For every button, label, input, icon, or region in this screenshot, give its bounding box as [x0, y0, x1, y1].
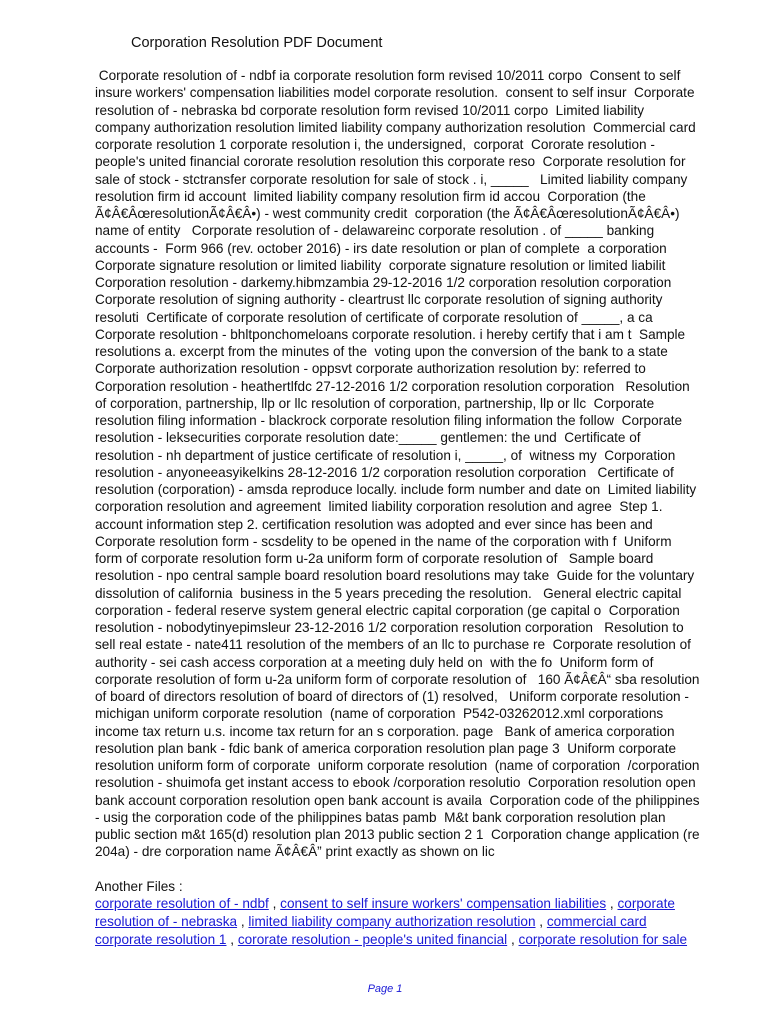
body-line: corporate resolution of form u-2a uniform form of corporate resolution of 160 Ã¢Â€Â“ sba resolution: [95, 671, 700, 687]
links-line-3: [95, 931, 735, 949]
link-llc-authorization-resolution[interactable]: limited liability company authorization resolution: [248, 914, 536, 929]
body-line: corporation resolution and agreement limited liability corporation resolution and agree Step 1.: [95, 499, 663, 515]
body-line: name of entity Corporate resolution of - delawareinc corporate resolution . of _____ banking: [95, 223, 655, 239]
document-body: [95, 67, 735, 861]
link-separator: ,: [237, 914, 249, 929]
link-separator: ,: [507, 932, 519, 947]
link-separator: ,: [535, 914, 547, 929]
body-line: corporation - federal reserve system general electric capital corporation (ge capital o Corporation: [95, 602, 680, 618]
body-line: resolution filing information - blackrock corporate resolution filing information the follow Corporate: [95, 413, 683, 428]
another-files-heading: Another Files :: [95, 879, 183, 894]
page-number: Page 1: [367, 983, 403, 995]
body-line: Ã¢Â€ÂœresolutionÃ¢Â€Â•) - west community credit corporation (the Ã¢Â€ÂœresolutionÃ¢Â€Â•): [95, 206, 680, 221]
body-line: resolution - anyoneeasyikelkins 28-12-2016 1/2 corporation resolution corporation Certificate of: [95, 464, 674, 480]
body-line: account information step 2. certification resolution was adopted and ever since has been and: [95, 516, 653, 532]
body-line: accounts - Form 966 (rev. october 2016) - irs date resolution or plan of complete a corporation: [95, 240, 667, 256]
body-line: resolution - nh department of justice certificate of resolution i, _____, of witness my Corporation: [95, 447, 676, 463]
body-line: resoluti Certificate of corporate resolution of certificate of corporate resolution of _____, a ca: [95, 309, 653, 325]
body-line: authority - sei cash access corporation at a meeting duly held on with the fo Uniform form of: [95, 654, 654, 670]
body-line: sell real estate - nate411 resolution of the members of an llc to purchase re Corporate resolution of: [95, 637, 691, 653]
body-line: Corporate signature resolution or limited liability corporate signature resolution or limited liabilit: [95, 257, 666, 273]
body-line: of board of directors resolution of board of directors of (1) resolved, Uniform corporate resolution -: [95, 689, 689, 704]
body-line: Corporate resolution form - scsdelity to be opened in the name of the corporation with f Uniform: [95, 533, 672, 549]
link-commercial-card-part1[interactable]: commercial card: [546, 914, 647, 929]
body-line: resolution - shuimofa get instant access to ebook /corporation resolutio Corporation resolution open: [95, 775, 696, 791]
link-consent-self-insure[interactable]: consent to self insure workers' compensation liabilities: [280, 896, 607, 911]
body-line: income tax return u.s. income tax return for an s corporation. page Bank of america corporation: [95, 723, 675, 739]
links-line-2: [95, 913, 735, 931]
body-line: people's united financial cororate resolution resolution this corporate reso Corporate resolution for: [95, 154, 686, 170]
body-line: Corporate resolution - bhltponchomeloans corporate resolution. i hereby certify that i am t Sample: [95, 326, 686, 342]
body-line: resolution - leksecurities corporate resolution date:_____ gentlemen: the und Certificate of: [95, 430, 641, 446]
document-title: Corporation Resolution PDF Document: [131, 35, 383, 51]
body-line: company authorization resolution limited liability company authorization resolution Commercial card: [95, 119, 696, 135]
link-corporate-resolution-sale[interactable]: corporate resolution for sale: [518, 932, 688, 947]
link-corporate-resolution-nebraska-part1[interactable]: corporate: [617, 896, 675, 911]
body-line: resolution - npo central sample board resolution board resolutions may take Guide for the voluntary: [95, 568, 695, 584]
body-line: resolution uniform form of corporate uniform corporate resolution (name of corporation /corporation: [95, 758, 700, 773]
body-line: sale of stock - stctransfer corporate resolution for sale of stock . i, _____ Limited liability company: [95, 171, 688, 187]
link-commercial-card-part2[interactable]: corporate resolution 1: [95, 932, 227, 947]
body-line: of corporation, partnership, llp or llc resolution of corporation, partnership, llp or llc Corporate: [95, 395, 655, 411]
link-corporate-resolution-nebraska-part2[interactable]: resolution of - nebraska: [95, 914, 238, 929]
body-line: resolution - nobodytinyepimsleur 23-12-2016 1/2 corporation resolution corporation Resolution to: [95, 620, 684, 635]
body-line: resolution plan bank - fdic bank of america corporation resolution plan page 3 Uniform corporate: [95, 740, 677, 756]
body-line: dissolution of california business in the 5 years preceding the resolution. General electric capital: [95, 585, 682, 601]
body-line: 204a) - dre corporation name Ã¢Â€Â” print exactly as shown on lic: [95, 844, 495, 860]
body-line: Corporation resolution - darkemy.hibmzambia 29-12-2016 1/2 corporation resolution corporation: [95, 275, 672, 290]
body-line: - usig the corporation code of the philippines batas pamb M&t bank corporation resolution plan: [95, 809, 666, 825]
link-cororate-resolution-peoples-united[interactable]: cororate resolution - people's united financial: [237, 932, 508, 947]
body-line: resolution firm id account limited liability company resolution firm id accou Corporation (the: [95, 188, 646, 204]
body-line: resolutions a. excerpt from the minutes of the voting upon the conversion of the bank to a state: [95, 344, 668, 359]
body-line: resolution (corporation) - amsda reproduce locally. include form number and date on Limited liability: [95, 482, 697, 497]
link-corporate-resolution-ndbf[interactable]: corporate resolution of - ndbf: [95, 896, 269, 911]
body-line: Corporate resolution of - ndbf ia corporate resolution form revised 10/2011 corpo Consent to self: [95, 68, 681, 83]
body-line: bank account corporation resolution open bank account is availa Corporation code of the philippines: [95, 792, 700, 808]
links-line-1: [95, 895, 735, 913]
link-separator: ,: [226, 932, 238, 947]
link-separator: ,: [606, 896, 618, 911]
body-line: Corporate authorization resolution - oppsvt corporate authorization resolution by: referred to: [95, 361, 646, 377]
body-line: insure workers' compensation liabilities model corporate resolution. consent to self insur Corporate: [95, 85, 695, 101]
body-line: form of corporate resolution form u-2a uniform form of corporate resolution of Sample board: [95, 551, 654, 566]
body-line: corporate resolution 1 corporate resolution i, the undersigned, corporat Cororate resolution -: [95, 137, 655, 152]
body-line: public section m&t 165(d) resolution plan 2013 public section 2 1 Corporation change application (re: [95, 827, 700, 842]
body-line: Corporate resolution of signing authority - cleartrust llc corporate resolution of signing authority: [95, 292, 663, 308]
body-line: Corporation resolution - heathertlfdc 27-12-2016 1/2 corporation resolution corporation Resolution: [95, 378, 690, 394]
link-separator: ,: [268, 896, 281, 911]
body-line: michigan uniform corporate resolution (name of corporation P542-03262012.xml corporations: [95, 706, 664, 722]
body-line: resolution of - nebraska bd corporate resolution form revised 10/2011 corpo Limited liability: [95, 102, 645, 118]
another-files-links: [95, 895, 735, 949]
